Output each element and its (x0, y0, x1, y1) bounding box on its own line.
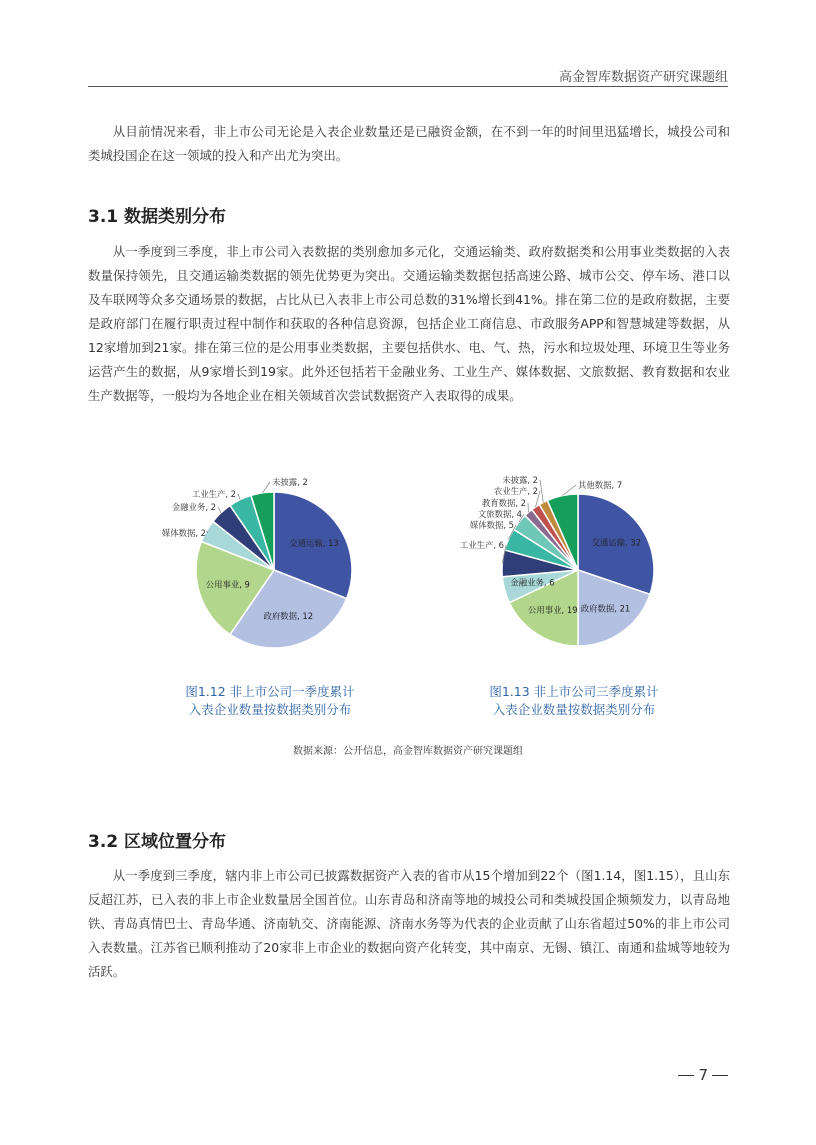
pie-q3-label-10: 其他数据, 7 (578, 480, 623, 490)
header-org: 高金智库数据资产研究课题组 (558, 70, 728, 85)
figure-caption-1-13-line2: 入表企业数量按数据类别分布 (492, 702, 656, 717)
pie-chart-q3-svg (440, 470, 680, 650)
intro-paragraph: 从目前情况来看，非上市公司无论是入表企业数量还是已融资金额，在不到一年的时间里迅猛增长，城投公司和类城投国企在这一领域的投入和产出尤为突出。 (88, 124, 730, 163)
page-number (678, 1066, 728, 1084)
pie-q1-label-6: 未披露, 2 (272, 477, 308, 487)
pie-q1-leader-5 (238, 494, 240, 500)
page-number-dash-left (678, 1075, 694, 1076)
pie-chart-q1-svg (150, 470, 390, 650)
pie-q1-label-3: 媒体数据, 2 (161, 528, 206, 538)
pie-q1-label-0: 交通运输, 13 (289, 537, 339, 548)
figure-caption-1-13 (444, 683, 704, 719)
pie-q3-label-5: 媒体数据, 5 (469, 520, 514, 530)
figure-caption-1-12-line2: 入表企业数量按数据类别分布 (188, 702, 352, 717)
pie-q3-label-3: 金融业务, 6 (510, 577, 555, 588)
pie-q1-label-4: 金融业务, 2 (171, 502, 216, 512)
pie-q1-leader-4 (218, 507, 221, 513)
section-heading-3-2: 3.2 区域位置分布 (88, 832, 227, 852)
page-number-dash-right (712, 1075, 728, 1076)
pie-q3-label-7: 教育数据, 2 (481, 498, 526, 508)
page-number-value: 7 (698, 1066, 708, 1084)
pie-chart-q3 (440, 470, 680, 650)
pie-q3-label-9: 未披露, 2 (502, 475, 538, 485)
pie-q1-label-2: 公用事业, 9 (205, 579, 250, 590)
pie-q3-leader-9 (540, 480, 543, 502)
header-rule (88, 86, 728, 87)
pie-q1-leader-6 (262, 482, 270, 493)
pie-q3-label-1: 政府数据, 21 (580, 603, 631, 614)
pie-chart-q1 (150, 470, 390, 650)
data-source-note: 数据来源：公开信息，高金智库数据资产研究课题组 (293, 746, 523, 757)
pie-q1-label-1: 政府数据, 12 (263, 611, 314, 622)
pie-q3-label-8: 农业生产, 2 (493, 486, 538, 496)
pie-q3-label-2: 公用事业, 19 (528, 604, 578, 615)
section-3-1-paragraph: 从一季度到三季度，非上市公司入表数据的类别愈加多元化，交通运输类、政府数据类和公用事业类数据的入表数量保持领先，且交通运输类数据的领先优势更为突出。交通运输类数据包括高速公路、城市公交、停车场、港口以及车联网等众多交通场景的数据，占比从已入表非上市公司总数的31%增长到41%。排在第二位的是政府数据，主要是政府部门在履行职责过程中制作和获取的各种信息资源，包括企业工商信息、市政服务APP和智慧城建等数据，从12家增加到21家。排在第三位的是公用事业类数据，主要包括供水、电、气、热，污水和垃圾处理、环境卫生等业务运营产生的数据，从9家增长到19家。此外还包括若干金融业务、工业生产、媒体数据、文旅数据、教育数据和农业生产数据等，一般均为各地企业在相关领域首次尝试数据资产入表取得的成果。 (88, 244, 730, 403)
figure-caption-1-13-line1: 图1.13 非上市公司三季度累计 (489, 684, 659, 699)
figure-caption-1-12 (140, 683, 400, 719)
section-3-2-paragraph: 从一季度到三季度，辖内非上市公司已披露数据资产入表的省市从15个增加到22个（图1.14，图1.15），且山东反超江苏，已入表的非上市企业数量居全国首位。山东青岛和济南等地的城投公司和类城投国企频频发力，以青岛地铁、青岛真情巴士、青岛华通、济南轨交、济南能源、济南水务等为代表的企业贡献了山东省超过50%的非上市公司入表数量。江苏省已顺利推动了20家非上市企业的数据向资产化转变，其中南京、无锡、镇江、南通和盐城等地较为活跃。 (88, 868, 730, 979)
section-heading-3-1: 3.1 数据类别分布 (88, 207, 227, 227)
pie-q3-label-6: 文旅数据, 4 (477, 509, 522, 519)
pie-q3-label-0: 交通运输, 32 (591, 537, 642, 548)
figure-caption-1-12-line1: 图1.12 非上市公司一季度累计 (185, 684, 355, 699)
pie-q3-label-4: 工业生产, 6 (459, 540, 504, 550)
pie-q1-label-5: 工业生产, 2 (191, 489, 236, 499)
